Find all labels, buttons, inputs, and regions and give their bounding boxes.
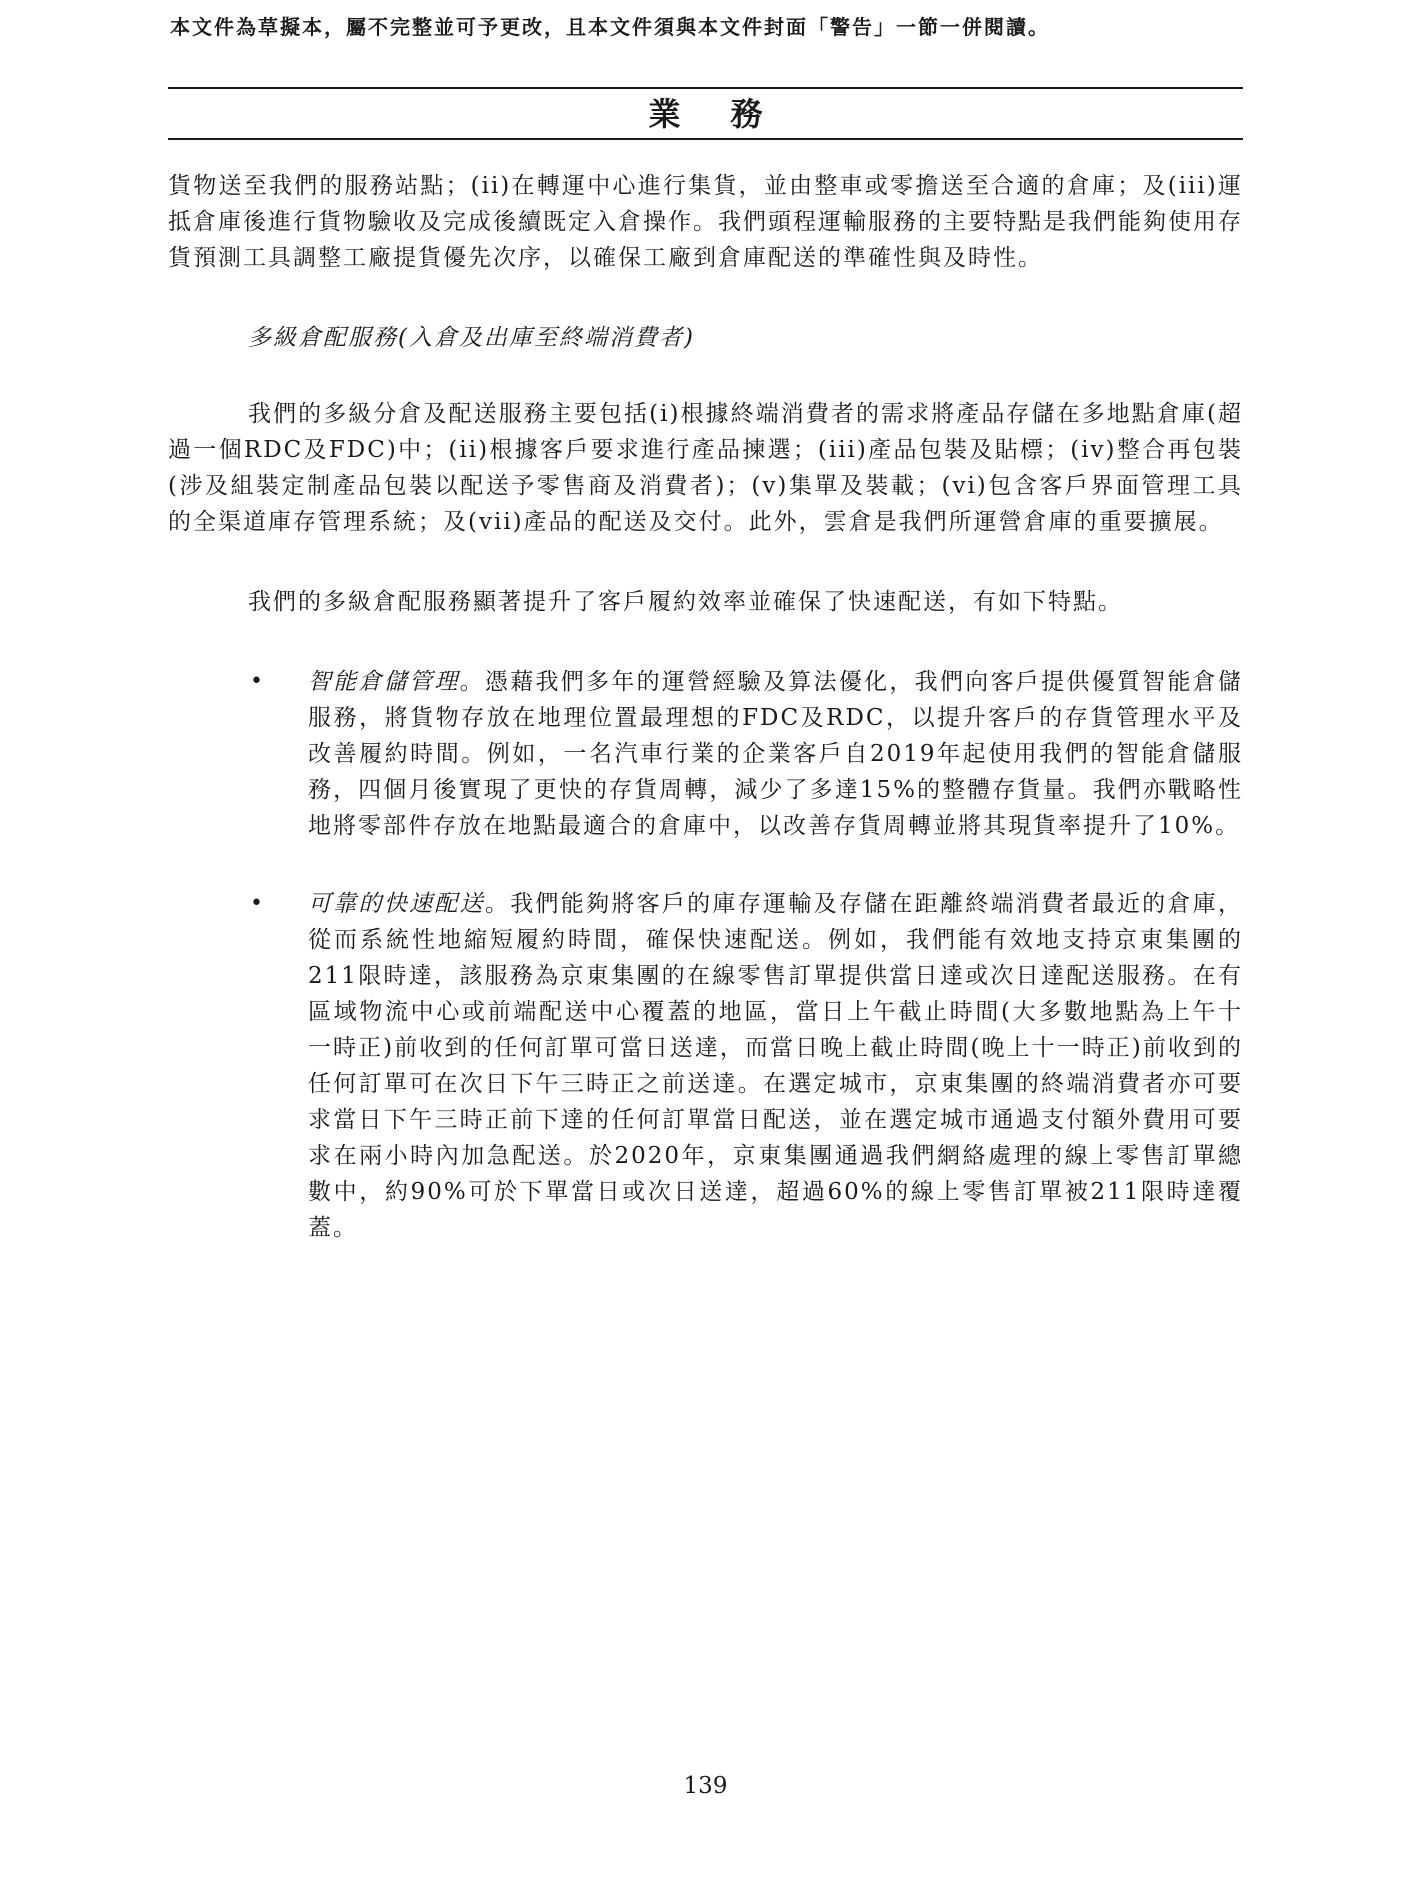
list-item — [168, 886, 1243, 1246]
feature-bullet-list — [168, 664, 1243, 1246]
paragraph-features-intro: 我們的多級倉配服務顯著提升了客戶履約效率並確保了快速配送，有如下特點。 — [248, 589, 1123, 615]
section-title: 業務 — [648, 95, 813, 133]
bullet-term: 可靠的快速配送 — [308, 891, 485, 917]
header-rule-top — [168, 87, 1243, 89]
bullet-text: 。憑藉我們多年的運營經驗及算法優化，我們向客戶提供優質智能倉儲服務，將貨物存放在地理位置最理想的FDC及RDC，以提升客戶的存貨管理水平及改善履約時間。例如，一名汽車行業的企業客戶自2019年起使用我們的智能倉儲服務，四個月後實現了更快的存貨周轉，減少了多達15%的整體存貨量。我們亦戰略性地將零部件存放在地點最適合的倉庫中，以改善存貨周轉並將其現貨率提升了10%。 — [308, 669, 1244, 839]
subheading: 多級倉配服務(入倉及出庫至終端消費者) — [248, 325, 695, 351]
bullet-icon: • — [250, 669, 265, 694]
draft-disclaimer: 本文件為草擬本，屬不完整並可予更改，且本文件須與本文件封面「警告」一節一併閱讀。 — [170, 15, 1050, 39]
header-rule-bottom — [168, 138, 1243, 140]
document-body — [168, 168, 1243, 1288]
bullet-text: 。我們能夠將客戶的庫存運輸及存儲在距離終端消費者最近的倉庫，從而系統性地縮短履約時間，確保快速配送。例如，我們能有效地支持京東集團的211限時達，該服務為京東集團的在線零售訂單提供當日達或次日達配送服務。在有區域物流中心或前端配送中心覆蓋的地區，當日上午截止時間(大多數地點為上午十一時正)前收到的任何訂單可當日送達，而當日晚上截止時間(晚上十一時正)前收到的任何訂單可在次日下午三時正之前送達。在選定城市，京東集團的終端消費者亦可要求當日下午三時正前下達的任何訂單當日配送，並在選定城市通過支付額外費用可要求在兩小時內加急配送。於2020年，京東集團通過我們網絡處理的線上零售訂單總數中，約90%可於下單當日或次日送達，超過60%的線上零售訂單被211限時達覆蓋。 — [308, 891, 1244, 1241]
bullet-icon: • — [250, 891, 265, 916]
list-item — [168, 664, 1243, 844]
page-number: 139 — [683, 1773, 728, 1799]
paragraph-continued: 貨物送至我們的服務站點；(ii)在轉運中心進行集貨，並由整車或零擔送至合適的倉庫；及(iii)運抵倉庫後進行貨物驗收及完成後續既定入倉操作。我們頭程運輸服務的主要特點是我們能夠使用存貨預測工具調整工廠提貨優先次序，以確保工廠到倉庫配送的準確性與及時性。 — [168, 173, 1243, 271]
bullet-term: 智能倉儲管理 — [308, 669, 460, 695]
paragraph-multi-level-services: 我們的多級分倉及配送服務主要包括(i)根據終端消費者的需求將產品存儲在多地點倉庫(超過一個RDC及FDC)中；(ii)根據客戶要求進行產品揀選；(iii)產品包裝及貼標；(iv)整合再包裝(涉及組裝定制產品包裝以配送予零售商及消費者)；(v)集單及裝載；(vi)包含客戶界面管理工具的全渠道庫存管理系統；及(vii)產品的配送及交付。此外，雲倉是我們所運營倉庫的重要擴展。 — [168, 401, 1243, 535]
